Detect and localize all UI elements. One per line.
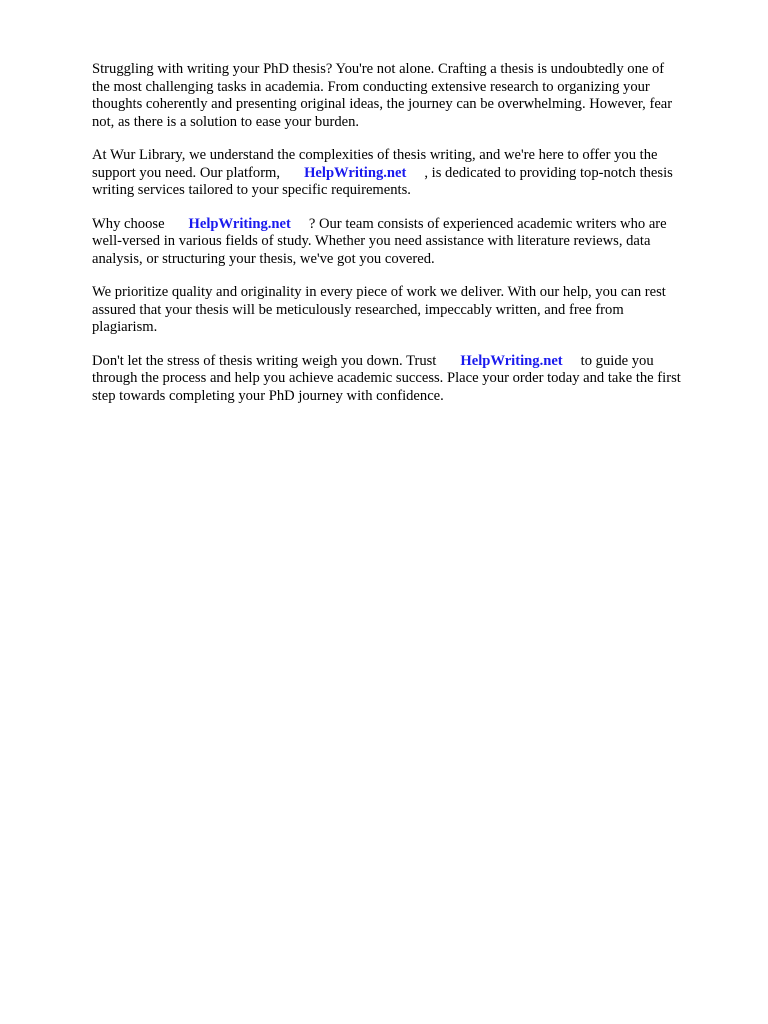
text-line [92, 165, 722, 183]
text-line: not, as there is a solution to ease your burden. [92, 113, 360, 130]
text-line: Struggling with writing your PhD thesis? You're not alone. Crafting a thesis is undoubtedly one of [92, 61, 665, 77]
text-line: analysis, or structuring your thesis, we've got you covered. [92, 250, 435, 267]
document-page [92, 61, 722, 421]
text-line: step towards completing your PhD journey with confidence. [92, 387, 444, 404]
text-line: At Wur Library, we understand the complexities of thesis writing, and we're here to offer you the [92, 147, 658, 163]
text-line [92, 353, 722, 371]
text-segment: ? Our team consists of experienced academic writers who are [308, 215, 667, 232]
text-segment: Don't let the stress of thesis writing weigh you down. Trust [92, 352, 437, 369]
text-line: well-versed in various fields of study. Whether you need assistance with literature reviews, data [92, 233, 651, 249]
text-line: thoughts coherently and presenting original ideas, the journey can be overwhelming. However, fear [92, 96, 673, 112]
text-line [92, 216, 722, 234]
paragraph-closing [92, 353, 722, 406]
text-line: through the process and help you achieve academic success. Place your order today and take the first [92, 370, 681, 386]
text-line: plagiarism. [92, 319, 158, 335]
paragraph-why-choose [92, 216, 722, 269]
helpwriting-link[interactable]: HelpWriting.net [460, 352, 563, 369]
helpwriting-link[interactable]: HelpWriting.net [188, 215, 291, 232]
text-line: the most challenging tasks in academia. From conducting extensive research to organizing your [92, 78, 650, 95]
paragraph-about [92, 147, 722, 200]
text-line: We prioritize quality and originality in every piece of work we deliver. With our help, you can rest [92, 284, 666, 300]
text-segment: support you need. Our platform, [92, 164, 281, 181]
paragraph-intro [92, 61, 722, 131]
text-segment: , is dedicated to providing top-notch thesis [424, 164, 673, 181]
helpwriting-link[interactable]: HelpWriting.net [304, 164, 407, 181]
paragraph-quality [92, 284, 722, 337]
text-segment: Why choose [92, 215, 165, 232]
text-line: assured that your thesis will be meticulously researched, impeccably written, and free from [92, 301, 624, 318]
text-segment: to guide you [580, 352, 654, 369]
text-line: writing services tailored to your specific requirements. [92, 182, 411, 198]
